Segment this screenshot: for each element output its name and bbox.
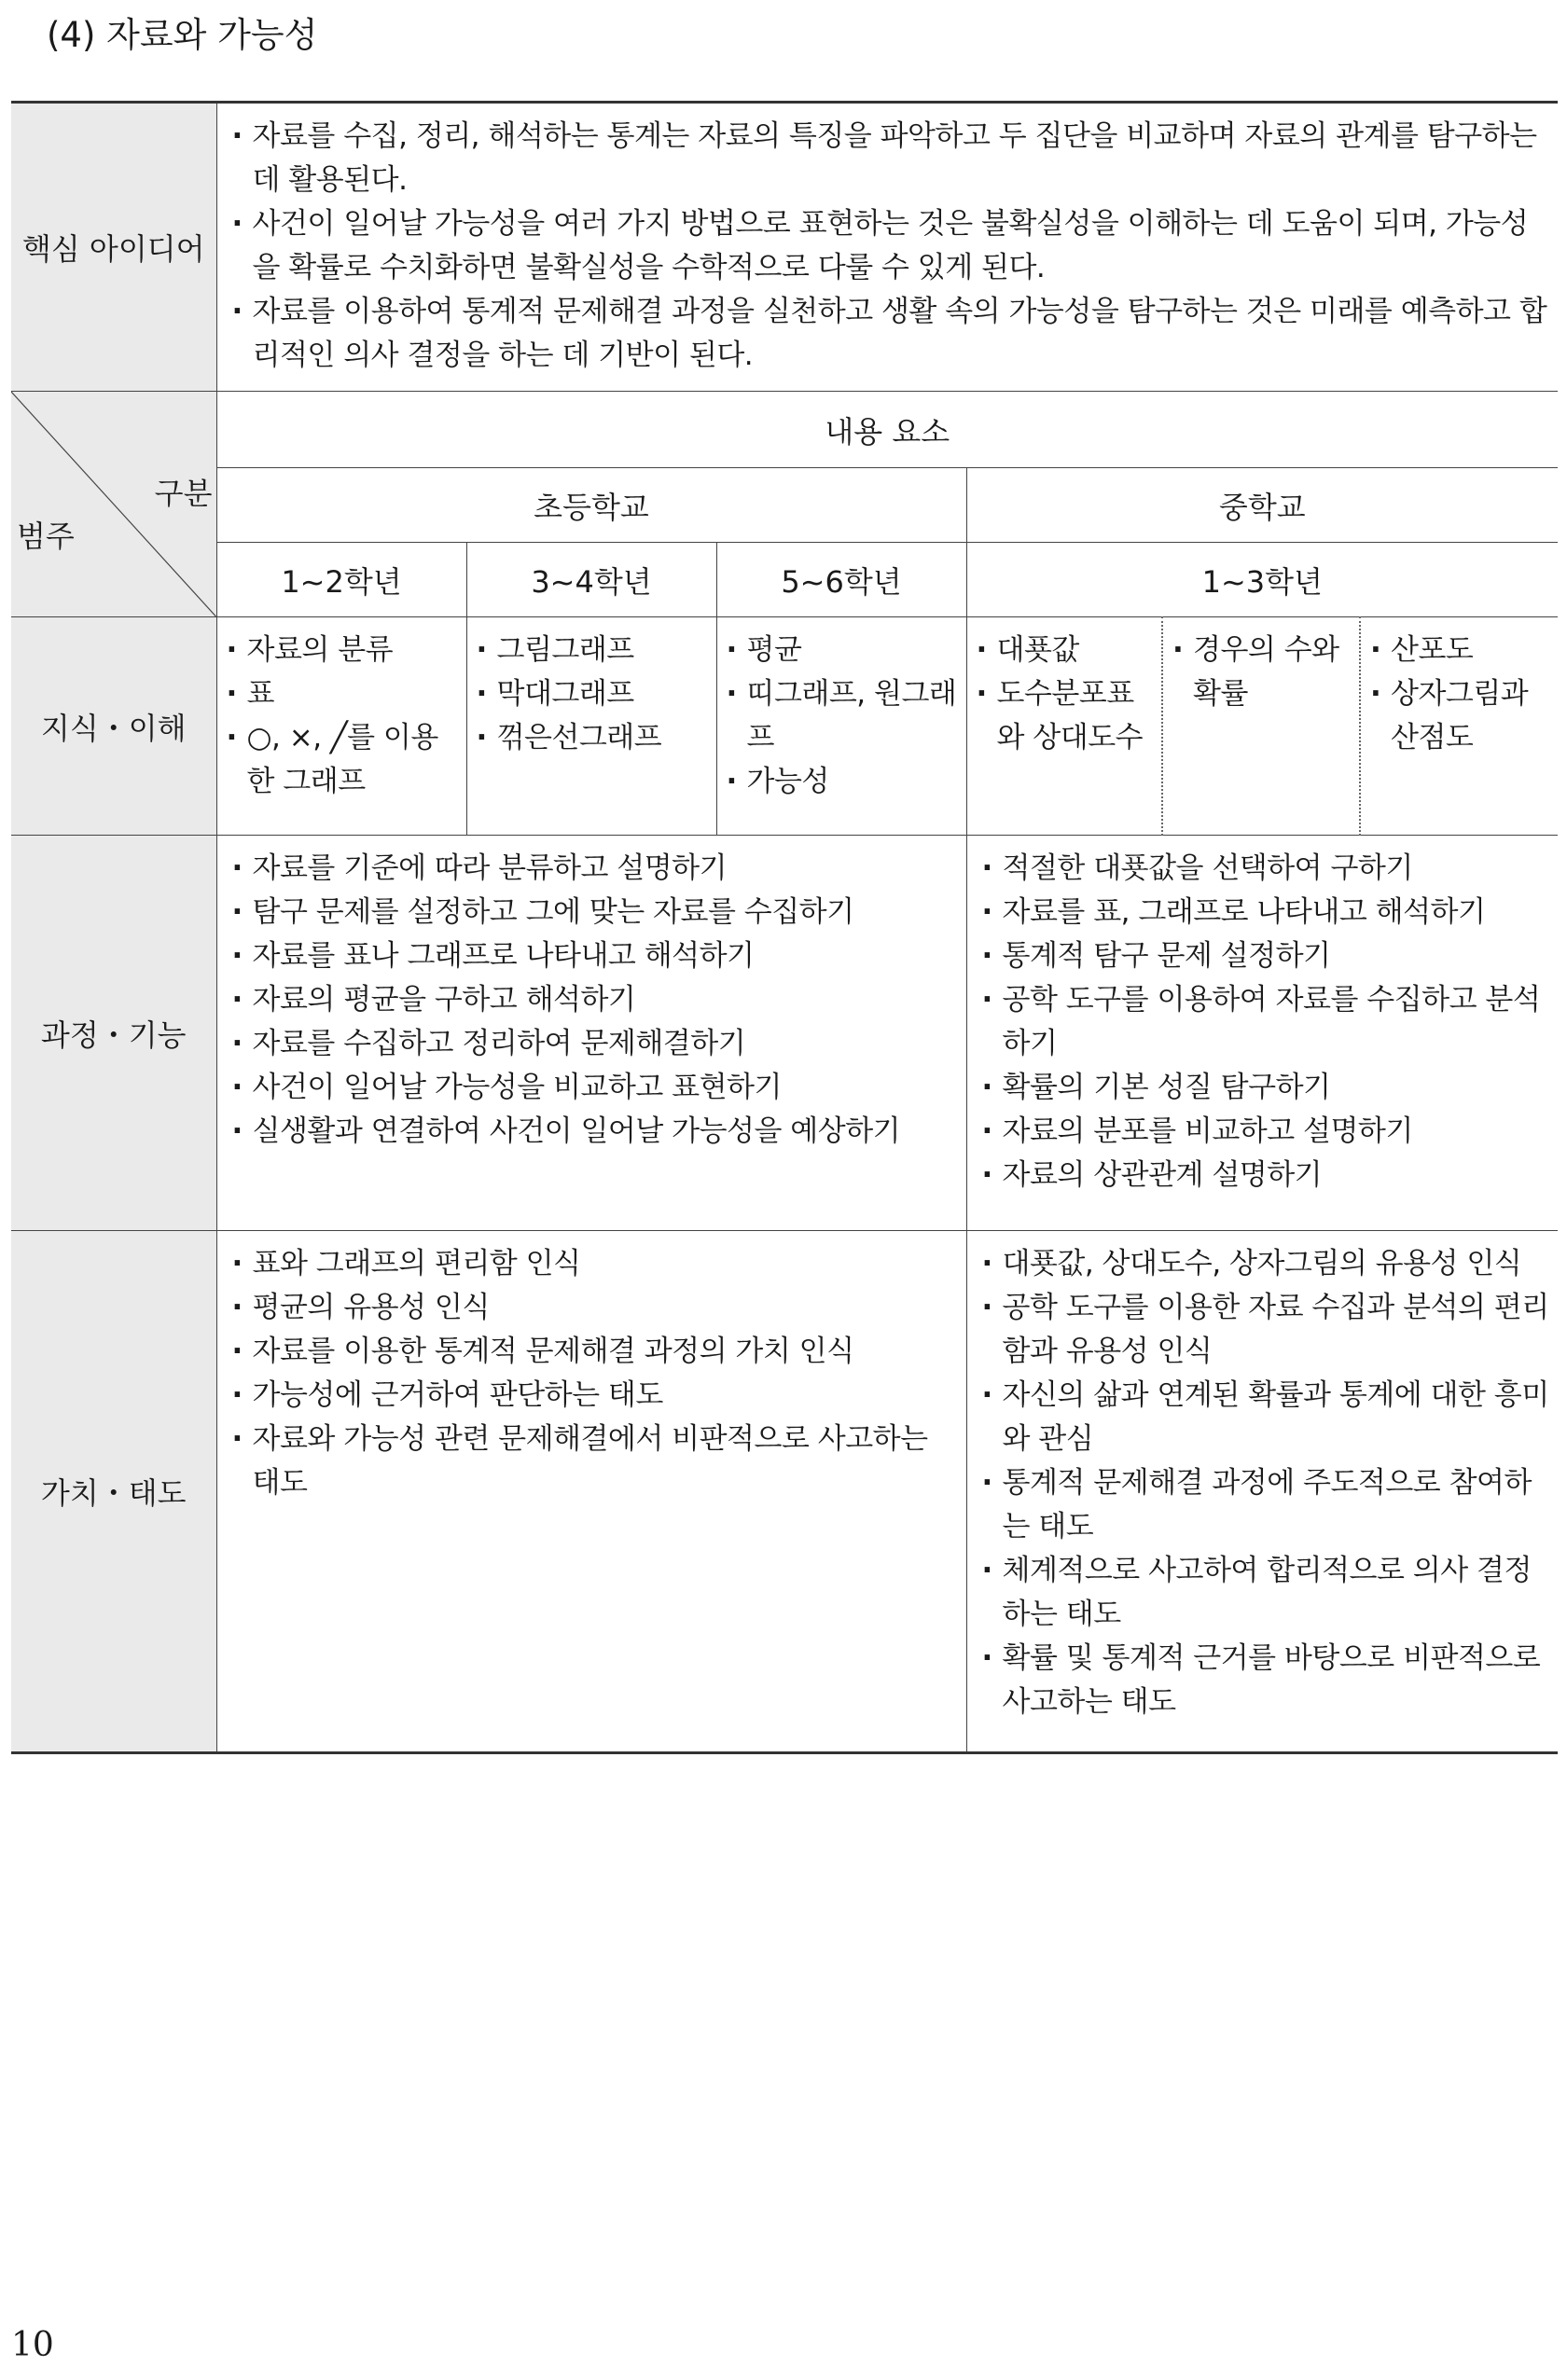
list-item: · 대푯값, 상대도수, 상자그림의 유용성 인식	[978, 1242, 1553, 1286]
values-row	[11, 1231, 1558, 1753]
list-item: · 평균	[723, 629, 963, 672]
list-item: · 경우의 수와 확률	[1169, 629, 1355, 716]
list-item: · 가능성	[723, 760, 963, 804]
list-item: · 자료를 표, 그래프로 나타내고 해석하기	[978, 891, 1553, 934]
list-item: · 자료와 가능성 관련 문제해결에서 비판적으로 사고하는 태도	[229, 1418, 961, 1505]
header-row-content-elements	[11, 392, 1558, 468]
list-item: · 자료를 수집하고 정리하여 문제해결하기	[229, 1022, 961, 1066]
list-item: · 적절한 대푯값을 선택하여 구하기	[978, 847, 1553, 891]
list-item: · 자료를 이용한 통계적 문제해결 과정의 가치 인식	[229, 1330, 961, 1374]
process-label: 과정・기능	[11, 836, 216, 1231]
list-item: · 표와 그래프의 편리함 인식	[229, 1242, 961, 1286]
list-item: · 자료의 분포를 비교하고 설명하기	[978, 1110, 1553, 1154]
list-item: · 꺾은선그래프	[473, 716, 713, 760]
knowledge-grade-3-4	[466, 617, 716, 836]
list-item: · 확률 및 통계적 근거를 바탕으로 비판적으로 사고하는 태도	[978, 1637, 1553, 1724]
knowledge-middle-dispersion	[1360, 617, 1558, 836]
content-elements-header: 내용 요소	[216, 392, 1558, 468]
list-item: · 공학 도구를 이용하여 자료를 수집하고 분석하기	[978, 978, 1553, 1066]
list-item: · 탐구 문제를 설정하고 그에 맞는 자료를 수집하기	[229, 891, 961, 934]
list-item: · 막대그래프	[473, 672, 713, 716]
list-item: · 사건이 일어날 가능성을 여러 가지 방법으로 표현하는 것은 불확실성을 이해하는 데 도움이 되며, 가능성을 확률로 수치화하면 불확실성을 수학적으로 다룰 수 있게 된다.	[229, 202, 1553, 290]
list-item: · 평균의 유용성 인식	[229, 1286, 961, 1330]
list-item: · 사건이 일어날 가능성을 비교하고 표현하기	[229, 1066, 961, 1110]
corner-label-domain: 범주	[17, 519, 75, 554]
header-corner-cell	[11, 392, 216, 617]
list-item: · 띠그래프, 원그래프	[723, 672, 963, 760]
values-label: 가치・태도	[11, 1231, 216, 1753]
core-idea-list	[229, 115, 1553, 378]
list-item: · 확률의 기본 성질 탐구하기	[978, 1066, 1553, 1110]
header-row-grades	[11, 543, 1558, 617]
list-item: · 대푯값	[973, 629, 1158, 672]
knowledge-label: 지식・이해	[11, 617, 216, 836]
knowledge-middle-probability	[1162, 617, 1360, 836]
grade-3-4-header: 3~4학년	[466, 543, 716, 617]
list-item: · 자료를 수집, 정리, 해석하는 통계는 자료의 특징을 파악하고 두 집단을 비교하며 자료의 관계를 탐구하는 데 활용된다.	[229, 115, 1553, 202]
corner-label-category: 구분	[154, 476, 213, 511]
knowledge-middle-statistics	[966, 617, 1162, 836]
list-item: · 자료를 표나 그래프로 나타내고 해석하기	[229, 934, 961, 978]
list-item: · 가능성에 근거하여 판단하는 태도	[229, 1374, 961, 1418]
list-item: · 통계적 문제해결 과정에 주도적으로 참여하는 태도	[978, 1461, 1553, 1549]
values-middle	[966, 1231, 1558, 1753]
values-elementary	[216, 1231, 966, 1753]
middle-grade-1-3-header: 1~3학년	[966, 543, 1558, 617]
list-item: · 산포도	[1366, 629, 1554, 672]
process-middle	[966, 836, 1558, 1231]
page-number: 10	[11, 2326, 54, 2364]
list-item: · 자료의 분류	[223, 629, 463, 672]
middle-school-header: 중학교	[966, 468, 1558, 543]
list-item: · ○, ×, ╱를 이용한 그래프	[223, 716, 463, 804]
knowledge-grade-5-6	[716, 617, 966, 836]
core-idea-row	[11, 103, 1558, 392]
list-item: · 자료를 기준에 따라 분류하고 설명하기	[229, 847, 961, 891]
curriculum-table	[11, 101, 1558, 1754]
list-item: · 그림그래프	[473, 629, 713, 672]
elementary-school-header: 초등학교	[216, 468, 966, 543]
knowledge-grade-1-2	[216, 617, 466, 836]
header-row-school-level	[11, 468, 1558, 543]
core-idea-label: 핵심 아이디어	[11, 103, 216, 392]
process-elementary	[216, 836, 966, 1231]
section-title: (4) 자료와 가능성	[47, 15, 318, 55]
list-item: · 실생활과 연결하여 사건이 일어날 가능성을 예상하기	[229, 1110, 961, 1154]
grade-1-2-header: 1~2학년	[216, 543, 466, 617]
list-item: · 자료를 이용하여 통계적 문제해결 과정을 실천하고 생활 속의 가능성을 탐구하는 것은 미래를 예측하고 합리적인 의사 결정을 하는 데 기반이 된다.	[229, 290, 1553, 378]
list-item: · 도수분포표와 상대도수	[973, 672, 1158, 760]
list-item: · 공학 도구를 이용한 자료 수집과 분석의 편리함과 유용성 인식	[978, 1286, 1553, 1374]
list-item: · 표	[223, 672, 463, 716]
list-item: · 상자그림과 산점도	[1366, 672, 1554, 760]
list-item: · 체계적으로 사고하여 합리적으로 의사 결정하는 태도	[978, 1549, 1553, 1637]
list-item: · 통계적 탐구 문제 설정하기	[978, 934, 1553, 978]
process-row	[11, 836, 1558, 1231]
list-item: · 자료의 상관관계 설명하기	[978, 1154, 1553, 1197]
core-idea-content	[216, 103, 1558, 392]
knowledge-row	[11, 617, 1558, 836]
grade-5-6-header: 5~6학년	[716, 543, 966, 617]
list-item: · 자료의 평균을 구하고 해석하기	[229, 978, 961, 1022]
list-item: · 자신의 삶과 연계된 확률과 통계에 대한 흥미와 관심	[978, 1374, 1553, 1461]
